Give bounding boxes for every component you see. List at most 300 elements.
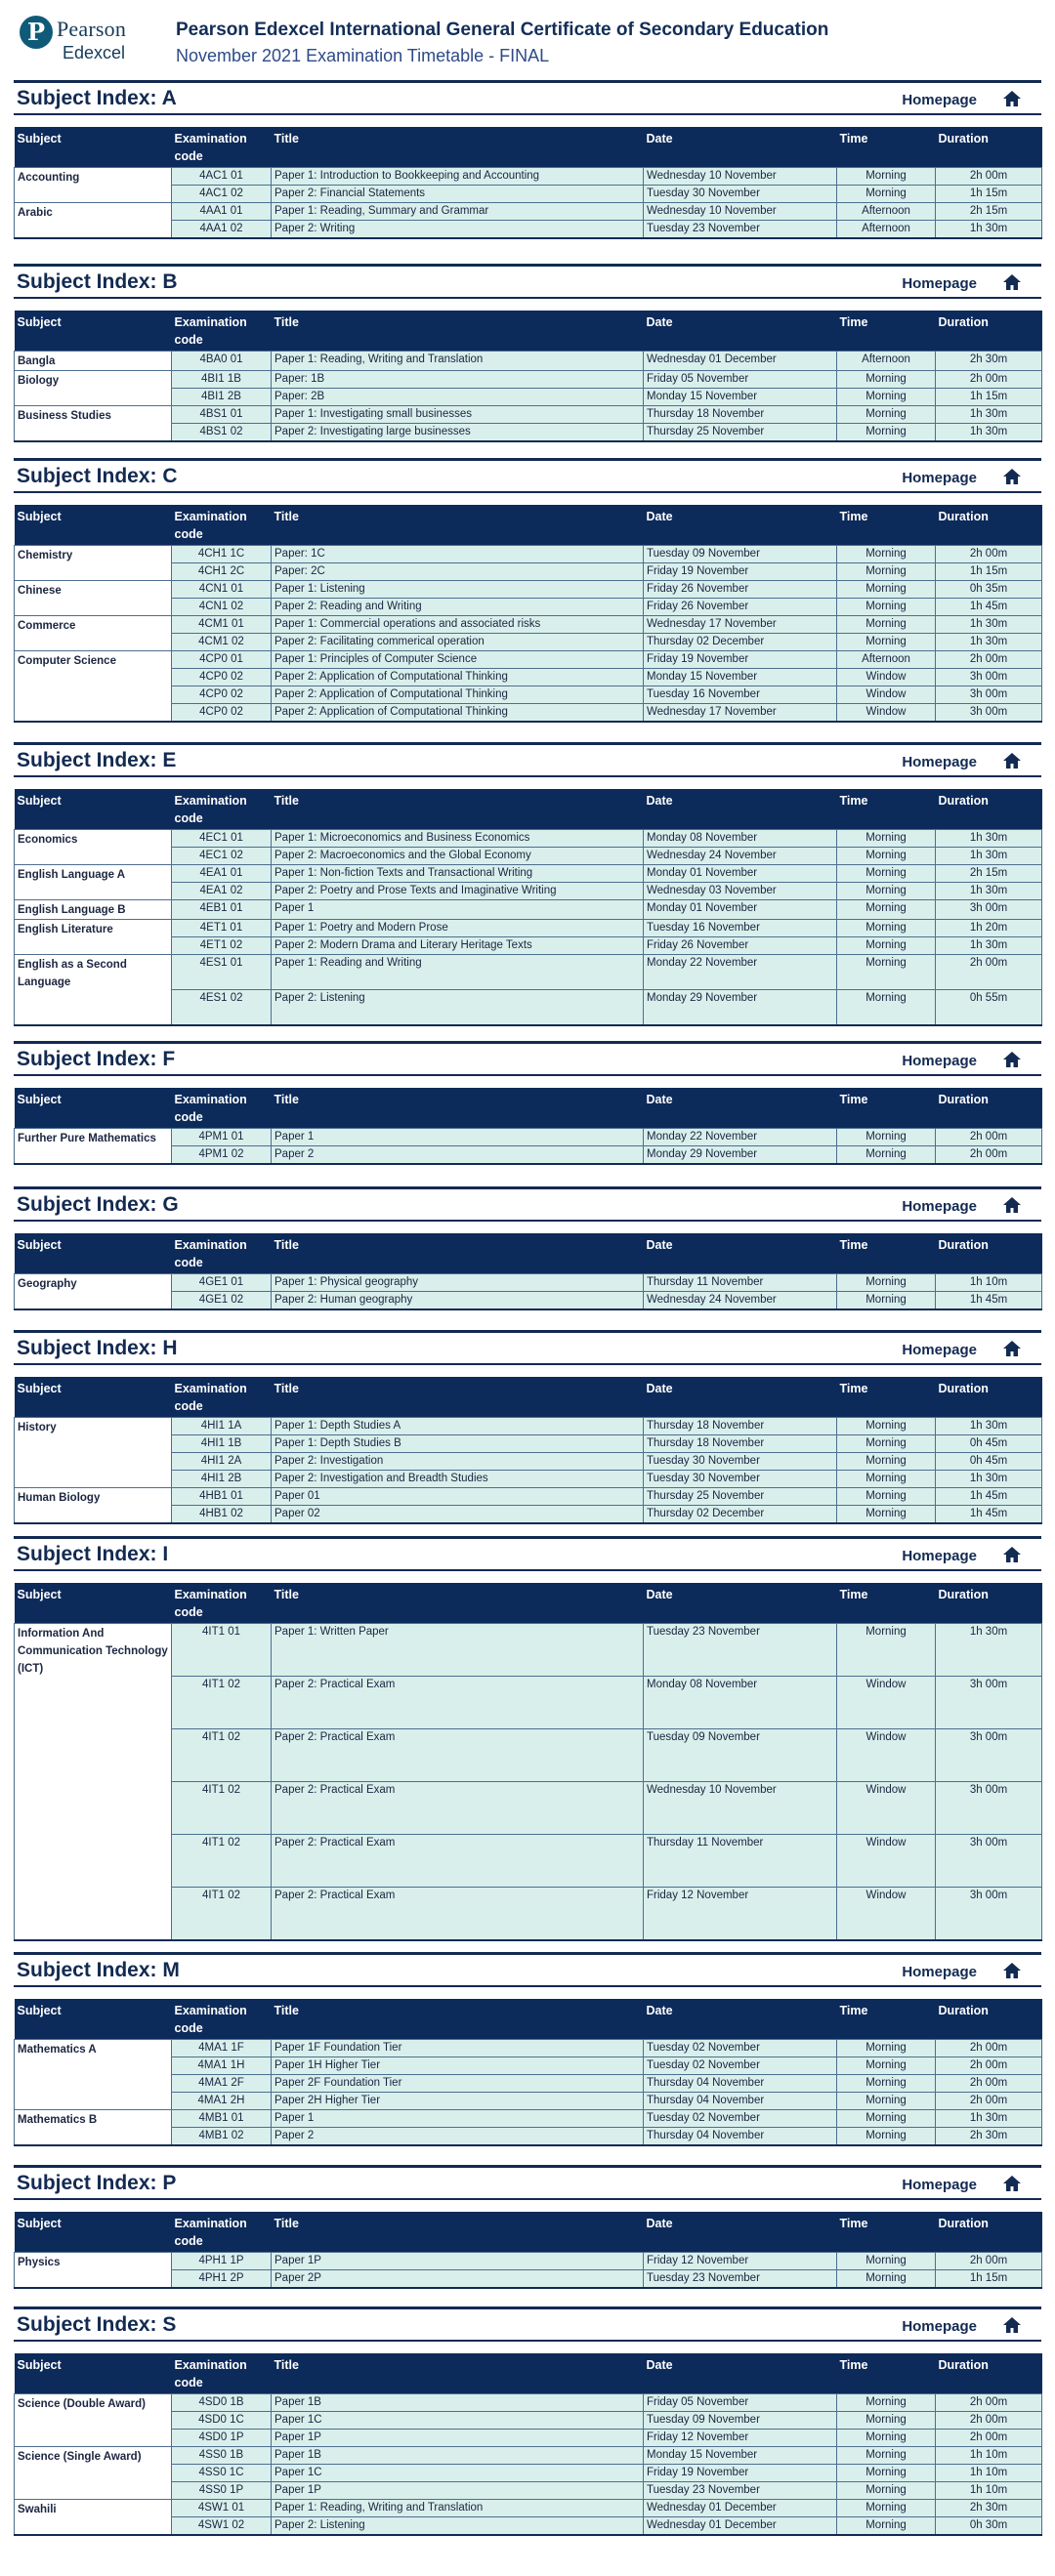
homepage-link[interactable]: Homepage [902, 1342, 977, 1358]
exam-session: Morning [837, 634, 936, 651]
exam-date: Friday 05 November [644, 2394, 837, 2412]
section-header [14, 80, 1041, 115]
table-row [15, 955, 1042, 990]
exam-code: 4BI1 2B [172, 389, 272, 406]
exam-session: Window [837, 686, 936, 704]
homepage-link[interactable]: Homepage [902, 1548, 977, 1564]
exam-date: Monday 15 November [644, 669, 837, 686]
paper-title: Paper 1B [272, 2447, 644, 2465]
column-header: Date [644, 2353, 837, 2394]
exam-date: Monday 29 November [644, 1146, 837, 1164]
exam-table [14, 2353, 1042, 2536]
home-icon[interactable] [1002, 89, 1022, 108]
home-icon[interactable] [1002, 272, 1022, 292]
exam-date: Friday 19 November [644, 2465, 837, 2482]
exam-session: Window [837, 1835, 936, 1888]
exam-duration: 2h 00m [936, 2075, 1042, 2093]
exam-session: Morning [837, 168, 936, 186]
exam-code: 4ET1 01 [172, 920, 272, 937]
paper-title: Paper 2: Application of Computational Thinking [272, 704, 644, 722]
table-row [15, 168, 1042, 186]
exam-date: Wednesday 10 November [644, 203, 837, 221]
home-icon[interactable] [1002, 2315, 1022, 2335]
subject-index-section [14, 264, 1041, 442]
section-header [14, 1330, 1041, 1365]
exam-session: Afternoon [837, 352, 936, 371]
section-header [14, 2306, 1041, 2342]
column-header: Duration [936, 2212, 1042, 2253]
exam-code: 4ET1 02 [172, 937, 272, 955]
exam-code: 4GE1 01 [172, 1274, 272, 1292]
exam-code: 4EC1 01 [172, 830, 272, 848]
column-header: Subject [15, 1233, 172, 1274]
homepage-link[interactable]: Homepage [902, 92, 977, 108]
subject-name: Further Pure Mathematics [15, 1129, 172, 1164]
section-title: Subject Index: F [17, 1048, 176, 1070]
column-header: Duration [936, 311, 1042, 352]
exam-date: Tuesday 02 November [644, 2057, 837, 2075]
exam-duration: 1h 45m [936, 1292, 1042, 1309]
exam-session: Morning [837, 2253, 936, 2270]
exam-duration: 3h 00m [936, 1888, 1042, 1940]
exam-code: 4HB1 01 [172, 1488, 272, 1506]
paper-title: Paper 2: Modern Drama and Literary Heritage Texts [272, 937, 644, 955]
exam-session: Morning [837, 1129, 936, 1146]
exam-duration: 1h 30m [936, 1624, 1042, 1677]
subject-name: Science (Single Award) [15, 2447, 172, 2500]
column-header: Subject [15, 2212, 172, 2253]
column-header: Subject [15, 2353, 172, 2394]
table-row [15, 2500, 1042, 2517]
section-header [14, 742, 1041, 777]
exam-session: Morning [837, 1453, 936, 1471]
column-header: Examination code [172, 1583, 272, 1624]
column-header: Title [272, 1377, 644, 1418]
exam-date: Friday 26 November [644, 581, 837, 599]
exam-date: Tuesday 09 November [644, 1729, 837, 1782]
exam-session: Morning [837, 883, 936, 900]
paper-title: Paper 02 [272, 1506, 644, 1523]
exam-date: Thursday 04 November [644, 2093, 837, 2110]
exam-code: 4HI1 1B [172, 1435, 272, 1453]
paper-title: Paper 2: Application of Computational Thinking [272, 669, 644, 686]
exam-session: Morning [837, 920, 936, 937]
exam-code: 4MA1 2F [172, 2075, 272, 2093]
exam-date: Wednesday 10 November [644, 1782, 837, 1835]
exam-session: Morning [837, 955, 936, 990]
table-row [15, 2110, 1042, 2128]
exam-duration: 2h 00m [936, 2253, 1042, 2270]
column-header: Subject [15, 1377, 172, 1418]
exam-duration: 3h 00m [936, 1729, 1042, 1782]
section-title: Subject Index: E [17, 749, 177, 771]
column-header: Examination code [172, 1377, 272, 1418]
exam-date: Thursday 25 November [644, 424, 837, 441]
exam-duration: 1h 10m [936, 2465, 1042, 2482]
home-icon[interactable] [1002, 1545, 1022, 1564]
column-header: Title [272, 1583, 644, 1624]
section-title: Subject Index: M [17, 1959, 180, 1981]
paper-title: Paper 1: Investigating small businesses [272, 406, 644, 424]
subject-name: Information And Communication Technology (ICT) [15, 1624, 172, 1940]
home-icon[interactable] [1002, 751, 1022, 770]
column-header: Title [272, 1088, 644, 1129]
column-header: Time [837, 789, 936, 830]
column-header: Duration [936, 1233, 1042, 1274]
column-header: Date [644, 1233, 837, 1274]
table-row [15, 865, 1042, 883]
column-header: Examination code [172, 2212, 272, 2253]
exam-code: 4BS1 02 [172, 424, 272, 441]
exam-duration: 2h 30m [936, 2500, 1042, 2517]
paper-title: Paper 1: Physical geography [272, 1274, 644, 1292]
table-row [15, 1418, 1042, 1435]
exam-duration: 1h 10m [936, 2447, 1042, 2465]
exam-code: 4SW1 02 [172, 2517, 272, 2535]
paper-title: Paper 1: Depth Studies A [272, 1418, 644, 1435]
exam-session: Morning [837, 2517, 936, 2535]
column-header: Time [837, 2212, 936, 2253]
exam-code: 4BI1 1B [172, 371, 272, 389]
exam-duration: 3h 00m [936, 704, 1042, 722]
paper-title: Paper 1B [272, 2394, 644, 2412]
table-row [15, 2253, 1042, 2270]
column-header: Examination code [172, 311, 272, 352]
homepage-link[interactable]: Homepage [902, 754, 977, 770]
exam-duration: 2h 00m [936, 1129, 1042, 1146]
exam-code: 4HI1 1A [172, 1418, 272, 1435]
table-row [15, 371, 1042, 389]
exam-duration: 1h 15m [936, 389, 1042, 406]
column-header: Date [644, 127, 837, 168]
exam-duration: 2h 00m [936, 371, 1042, 389]
exam-code: 4IT1 02 [172, 1835, 272, 1888]
section-title: Subject Index: G [17, 1193, 179, 1216]
exam-duration: 2h 00m [936, 2430, 1042, 2447]
exam-date: Thursday 18 November [644, 406, 837, 424]
exam-session: Morning [837, 2057, 936, 2075]
subject-name: Chinese [15, 581, 172, 616]
exam-duration: 2h 00m [936, 955, 1042, 990]
column-header: Examination code [172, 505, 272, 546]
exam-date: Monday 15 November [644, 389, 837, 406]
section-header [14, 1041, 1041, 1076]
column-header: Date [644, 1999, 837, 2040]
exam-code: 4IT1 01 [172, 1624, 272, 1677]
column-header: Duration [936, 1999, 1042, 2040]
exam-session: Morning [837, 1146, 936, 1164]
table-row [15, 2394, 1042, 2412]
exam-date: Friday 26 November [644, 937, 837, 955]
subject-name: Economics [15, 830, 172, 865]
exam-duration: 0h 45m [936, 1453, 1042, 1471]
subject-name: Chemistry [15, 546, 172, 581]
section-title: Subject Index: A [17, 87, 177, 109]
column-header: Time [837, 127, 936, 168]
exam-date: Wednesday 01 December [644, 2500, 837, 2517]
paper-title: Paper 1P [272, 2430, 644, 2447]
exam-table [14, 1583, 1042, 1941]
homepage-link[interactable]: Homepage [902, 1053, 977, 1069]
exam-code: 4AC1 01 [172, 168, 272, 186]
exam-duration: 2h 30m [936, 2128, 1042, 2145]
paper-title: Paper 2: Listening [272, 990, 644, 1025]
exam-table [14, 127, 1042, 239]
home-icon[interactable] [1002, 1339, 1022, 1358]
exam-duration: 1h 15m [936, 563, 1042, 581]
column-header: Examination code [172, 127, 272, 168]
paper-title: Paper 1: Written Paper [272, 1624, 644, 1677]
table-row [15, 900, 1042, 920]
exam-duration: 2h 00m [936, 1146, 1042, 1164]
exam-code: 4MA1 2H [172, 2093, 272, 2110]
exam-session: Morning [837, 581, 936, 599]
home-icon[interactable] [1002, 1195, 1022, 1215]
exam-duration: 1h 30m [936, 406, 1042, 424]
home-icon[interactable] [1002, 2174, 1022, 2193]
paper-title: Paper 01 [272, 1488, 644, 1506]
exam-session: Morning [837, 1292, 936, 1309]
subject-name: Business Studies [15, 406, 172, 441]
exam-session: Morning [837, 2075, 936, 2093]
section-title: Subject Index: H [17, 1337, 178, 1359]
exam-duration: 2h 00m [936, 2040, 1042, 2057]
exam-code: 4PH1 1P [172, 2253, 272, 2270]
exam-duration: 1h 15m [936, 186, 1042, 203]
section-title: Subject Index: I [17, 1543, 169, 1565]
table-row [15, 1274, 1042, 1292]
paper-title: Paper 1C [272, 2412, 644, 2430]
column-header: Examination code [172, 1999, 272, 2040]
exam-code: 4MB1 01 [172, 2110, 272, 2128]
home-icon[interactable] [1002, 1961, 1022, 1980]
exam-code: 4CN1 02 [172, 599, 272, 616]
exam-code: 4CN1 01 [172, 581, 272, 599]
homepage-link[interactable]: Homepage [902, 1964, 977, 1980]
paper-title: Paper 1: Poetry and Modern Prose [272, 920, 644, 937]
paper-title: Paper 1 [272, 1129, 644, 1146]
exam-session: Window [837, 1677, 936, 1729]
pearson-logo-icon: P [20, 16, 53, 49]
column-header: Date [644, 789, 837, 830]
homepage-link[interactable]: Homepage [902, 1198, 977, 1215]
subject-name: Computer Science [15, 651, 172, 722]
exam-date: Monday 29 November [644, 990, 837, 1025]
exam-date: Tuesday 09 November [644, 546, 837, 563]
exam-date: Friday 12 November [644, 2253, 837, 2270]
exam-date: Thursday 04 November [644, 2075, 837, 2093]
subject-index-section [14, 2165, 1041, 2289]
exam-date: Tuesday 16 November [644, 920, 837, 937]
home-icon[interactable] [1002, 467, 1022, 486]
document-subtitle: November 2021 Examination Timetable - FINAL [176, 46, 550, 65]
exam-session: Morning [837, 1624, 936, 1677]
subject-index-section [14, 742, 1041, 1026]
exam-code: 4AA1 02 [172, 221, 272, 238]
section-title: Subject Index: S [17, 2313, 177, 2336]
paper-title: Paper 1: Introduction to Bookkeeping and Accounting [272, 168, 644, 186]
paper-title: Paper 1: Non-fiction Texts and Transactional Writing [272, 865, 644, 883]
subject-name: Mathematics B [15, 2110, 172, 2145]
exam-session: Morning [837, 546, 936, 563]
table-row [15, 406, 1042, 424]
column-header: Title [272, 2353, 644, 2394]
exam-session: Morning [837, 1506, 936, 1523]
exam-code: 4SD0 1C [172, 2412, 272, 2430]
paper-title: Paper: 1C [272, 546, 644, 563]
column-header: Duration [936, 789, 1042, 830]
exam-code: 4MA1 1H [172, 2057, 272, 2075]
exam-session: Morning [837, 2482, 936, 2500]
section-header [14, 1952, 1041, 1987]
exam-code: 4PM1 02 [172, 1146, 272, 1164]
paper-title: Paper 1C [272, 2465, 644, 2482]
exam-date: Tuesday 23 November [644, 2270, 837, 2288]
exam-session: Morning [837, 424, 936, 441]
exam-session: Morning [837, 599, 936, 616]
exam-duration: 2h 00m [936, 2412, 1042, 2430]
exam-session: Morning [837, 2500, 936, 2517]
exam-date: Thursday 02 December [644, 634, 837, 651]
exam-duration: 1h 10m [936, 1274, 1042, 1292]
exam-code: 4SS0 1P [172, 2482, 272, 2500]
paper-title: Paper 2: Investigation and Breadth Studies [272, 1471, 644, 1488]
subject-name: English Literature [15, 920, 172, 955]
subject-index-section [14, 1330, 1041, 1524]
exam-date: Wednesday 01 December [644, 352, 837, 371]
exam-session: Morning [837, 1435, 936, 1453]
paper-title: Paper 2: Listening [272, 2517, 644, 2535]
exam-session: Morning [837, 2412, 936, 2430]
exam-session: Morning [837, 2110, 936, 2128]
exam-code: 4HI1 2B [172, 1471, 272, 1488]
homepage-link[interactable]: Homepage [902, 2318, 977, 2335]
subject-index-section [14, 1041, 1041, 1165]
subject-name: Science (Double Award) [15, 2394, 172, 2447]
section-title: Subject Index: C [17, 465, 178, 487]
exam-session: Window [837, 1729, 936, 1782]
column-header: Title [272, 505, 644, 546]
column-header: Date [644, 505, 837, 546]
exam-table [14, 789, 1042, 1026]
column-header: Date [644, 1583, 837, 1624]
exam-duration: 1h 10m [936, 2482, 1042, 2500]
exam-date: Tuesday 23 November [644, 221, 837, 238]
exam-table [14, 1377, 1042, 1524]
column-header: Examination code [172, 789, 272, 830]
paper-title: Paper 1: Reading and Writing [272, 955, 644, 990]
column-header: Duration [936, 505, 1042, 546]
exam-duration: 1h 30m [936, 616, 1042, 634]
exam-code: 4MA1 1F [172, 2040, 272, 2057]
exam-session: Morning [837, 2128, 936, 2145]
paper-title: Paper 2: Human geography [272, 1292, 644, 1309]
subject-name: Accounting [15, 168, 172, 203]
table-row [15, 581, 1042, 599]
exam-code: 4ES1 01 [172, 955, 272, 990]
exam-code: 4CM1 02 [172, 634, 272, 651]
subject-index-section [14, 1186, 1041, 1310]
exam-date: Tuesday 16 November [644, 686, 837, 704]
exam-session: Morning [837, 990, 936, 1025]
exam-date: Thursday 18 November [644, 1435, 837, 1453]
column-header: Title [272, 311, 644, 352]
column-header: Time [837, 1377, 936, 1418]
exam-session: Window [837, 704, 936, 722]
exam-code: 4MB1 02 [172, 2128, 272, 2145]
exam-duration: 0h 30m [936, 2517, 1042, 2535]
exam-duration: 1h 30m [936, 221, 1042, 238]
exam-code: 4CP0 02 [172, 669, 272, 686]
exam-date: Monday 08 November [644, 1677, 837, 1729]
paper-title: Paper 1: Listening [272, 581, 644, 599]
exam-duration: 1h 15m [936, 2270, 1042, 2288]
exam-duration: 3h 00m [936, 669, 1042, 686]
paper-title: Paper 2: Writing [272, 221, 644, 238]
paper-title: Paper 2: Financial Statements [272, 186, 644, 203]
column-header: Time [837, 311, 936, 352]
exam-session: Window [837, 669, 936, 686]
exam-code: 4IT1 02 [172, 1729, 272, 1782]
exam-session: Morning [837, 1418, 936, 1435]
exam-date: Tuesday 30 November [644, 1453, 837, 1471]
paper-title: Paper 1P [272, 2482, 644, 2500]
paper-title: Paper: 2C [272, 563, 644, 581]
exam-date: Tuesday 30 November [644, 1471, 837, 1488]
exam-duration: 1h 30m [936, 1471, 1042, 1488]
paper-title: Paper 1: Reading, Writing and Translation [272, 2500, 644, 2517]
subject-name: Arabic [15, 203, 172, 238]
exam-date: Wednesday 17 November [644, 616, 837, 634]
exam-code: 4AA1 01 [172, 203, 272, 221]
homepage-link[interactable]: Homepage [902, 2177, 977, 2193]
paper-title: Paper 1: Depth Studies B [272, 1435, 644, 1453]
exam-date: Thursday 11 November [644, 1274, 837, 1292]
column-header: Subject [15, 505, 172, 546]
paper-title: Paper 2: Poetry and Prose Texts and Imaginative Writing [272, 883, 644, 900]
subject-index-section [14, 2306, 1041, 2536]
table-row [15, 616, 1042, 634]
home-icon[interactable] [1002, 1050, 1022, 1069]
exam-session: Morning [837, 848, 936, 865]
section-header [14, 458, 1041, 493]
homepage-link[interactable]: Homepage [902, 275, 977, 292]
exam-duration: 2h 00m [936, 546, 1042, 563]
subject-index-section [14, 1952, 1041, 2146]
exam-date: Thursday 04 November [644, 2128, 837, 2145]
exam-duration: 1h 20m [936, 920, 1042, 937]
exam-code: 4ES1 02 [172, 990, 272, 1025]
column-header: Time [837, 1583, 936, 1624]
paper-title: Paper 1: Microeconomics and Business Economics [272, 830, 644, 848]
exam-session: Morning [837, 2270, 936, 2288]
subject-name: Commerce [15, 616, 172, 651]
exam-session: Afternoon [837, 651, 936, 669]
exam-date: Friday 26 November [644, 599, 837, 616]
exam-date: Friday 19 November [644, 563, 837, 581]
paper-title: Paper 1P [272, 2253, 644, 2270]
exam-date: Wednesday 24 November [644, 848, 837, 865]
exam-session: Afternoon [837, 221, 936, 238]
exam-code: 4GE1 02 [172, 1292, 272, 1309]
homepage-link[interactable]: Homepage [902, 470, 977, 486]
exam-duration: 1h 45m [936, 1488, 1042, 1506]
section-header [14, 2165, 1041, 2200]
exam-duration: 2h 00m [936, 2394, 1042, 2412]
paper-title: Paper: 1B [272, 371, 644, 389]
exam-session: Morning [837, 2465, 936, 2482]
paper-title: Paper 2F Foundation Tier [272, 2075, 644, 2093]
